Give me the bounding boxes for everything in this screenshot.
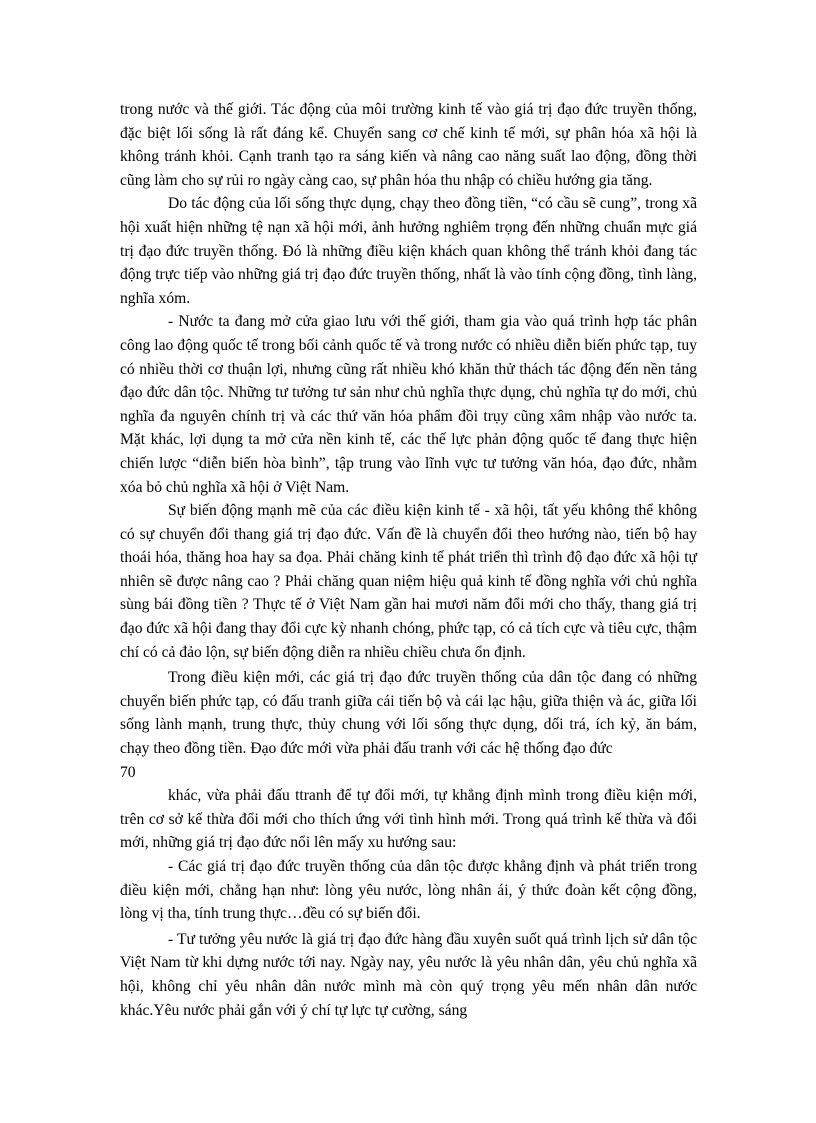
paragraph-4: Sự biến động mạnh mẽ của các điều kiện kinh tế - xã hội, tất yếu không thể không có sự chuyển đổi thang giá trị đạo đức. Vấn đề là chuyển đổi theo hướng nào, tiến bộ hay thoái hóa, thăng hoa hay sa đọa. Phải chăng kinh tế phát triển thì trình độ đạo đức xã hội tự nhiên sẽ được nâng cao ? Phải chăng quan niệm hiệu quả kinh tế đồng nghĩa với chủ nghĩa sùng bái đồng tiền ? Thực tế ở Việt Nam gần hai mươi năm đổi mới cho thấy, thang giá trị đạo đức xã hội đang thay đổi cực kỳ nhanh chóng, phức tạp, có cả tích cực và tiêu cực, thậm chí có cả đảo lộn, sự biến động diễn ra nhiều chiều chưa ổn định. xyxy=(120,502,698,661)
paragraph-8: - Tư tưởng yêu nước là giá trị đạo đức hàng đầu xuyên suốt quá trình lịch sử dân tộc Việt Nam từ khi dựng nước tới nay. Ngày nay, yêu nước là yêu nhân dân, yêu chủ nghĩa xã hội, không chỉ yêu nhân dân nước mình mà còn quý trọng yêu mến nhân dân nước khác.Yêu nước phải gắn với ý chí tự lực tự cường, sáng xyxy=(120,930,697,1019)
paragraph-3: - Nước ta đang mở cửa giao lưu với thế giới, tham gia vào quá trình hợp tác phân công lao động quốc tế trong bối cảnh quốc tế và trong nước có nhiều diễn biến phức tạp, tuy có nhiều thời cơ thuận lợi, nhưng cũng rất nhiều khó khăn thử thách tác động đến nền tảng đạo đức dân tộc. Những tư tưởng tư sản như chủ nghĩa thực dụng, chủ nghĩa tự do mới, chủ nghĩa đa nguyên chính trị và các thứ văn hóa phẩm đồi trụy cũng xâm nhập vào nước ta. Mặt khác, lợi dụng ta mở cửa nền kinh tế, các thế lực phản động quốc tế đang thực hiện chiến lược “diễn biến hòa bình”, tập trung vào lĩnh vực tư tưởng văn hóa, đạo đức, nhằm xóa bỏ chủ nghĩa xã hội ở Việt Nam. xyxy=(120,313,697,496)
paragraph-2: Do tác động của lối sống thực dụng, chạy theo đồng tiền, “có cầu sẽ cung”, trong xã hội xuất hiện những tệ nạn xã hội mới, ảnh hưởng nghiêm trọng đến những chuẩn mực giá trị đạo đức truyền thống. Đó là những điều kiện khách quan không thể tránh khỏi đang tác động trực tiếp vào những giá trị đạo đức truyền thống, nhất là vào tính cộng đồng, tình làng, nghĩa xóm. xyxy=(120,195,697,307)
paragraph-7: - Các giá trị đạo đức truyền thống của dân tộc được khẳng định và phát triển trong điều kiện mới, chẳng hạn như: lòng yêu nước, lòng nhân ái, ý thức đoàn kết cộng đồng, lòng vị tha, tính trung thực…đều có sự biến đổi. xyxy=(120,858,697,923)
page-number: 70 xyxy=(120,763,136,781)
paragraph-6: khác, vừa phải đấu ttranh để tự đổi mới, tự khẳng định mình trong điều kiện mới, trên cơ sở kế thừa đổi mới cho thích ứng với tình hình mới. Trong quá trình kế thừa và đổi mới, những giá trị đạo đức nổi lên mấy xu hướng sau: xyxy=(120,787,697,852)
document-page xyxy=(120,98,697,1022)
paragraph-1: trong nước và thế giới. Tác động của môi trường kinh tế vào giá trị đạo đức truyền thống, đặc biệt lối sống là rất đáng kể. Chuyển sang cơ chế kinh tế mới, sự phân hóa xã hội là không tránh khỏi. Cạnh tranh tạo ra sáng kiến và nâng cao năng suất lao động, đồng thời cũng làm cho sự rủi ro ngày càng cao, sự phân hóa thu nhập có chiều hướng gia tăng. xyxy=(120,101,697,189)
paragraph-5: Trong điều kiện mới, các giá trị đạo đức truyền thống của dân tộc đang có những chuyển biến phức tạp, có đấu tranh giữa cái tiến bộ và cái lạc hậu, giữa thiện và ác, giữa lối sống lành mạnh, trung thực, thủy chung với lối sống thực dụng, dối trá, ích kỷ, ăn bám, chạy theo đồng tiền. Đạo đức mới vừa phải đấu tranh với các hệ thống đạo đức xyxy=(120,669,697,758)
